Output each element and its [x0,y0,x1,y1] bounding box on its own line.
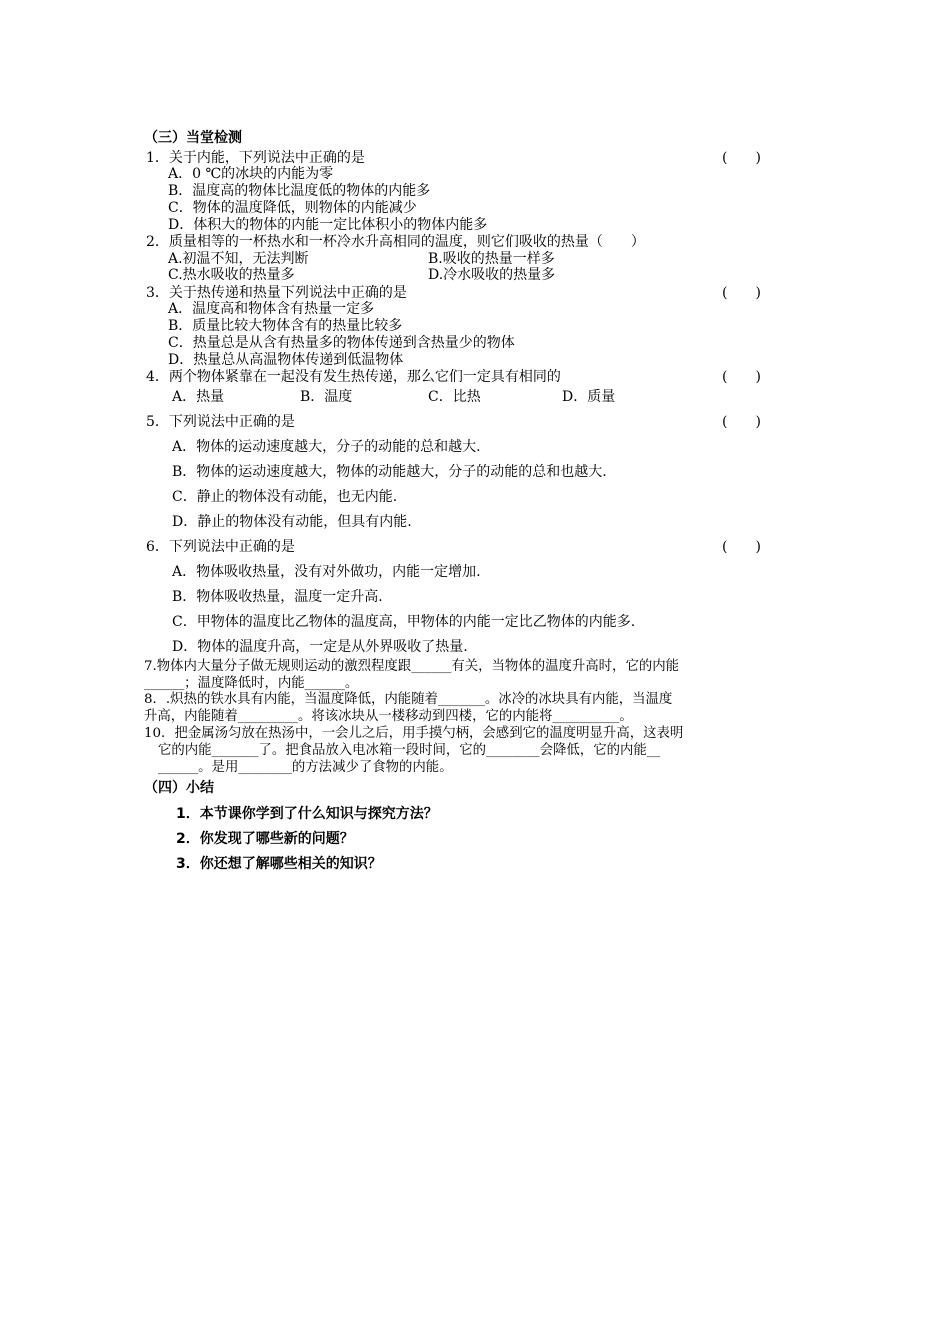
q2-option-c: C.热水吸收的热量多 [168,267,295,283]
q4-option-b: B．温度 [300,389,353,405]
q3-answer-bracket: ( ) [722,285,761,301]
q2-option-b: B.吸收的热量一样多 [428,251,555,267]
q3-stem: 3．关于热传递和热量下列说法中正确的是 [146,285,407,301]
q4-stem: 4．两个物体紧靠在一起没有发生热传递，那么它们一定具有相同的 [146,369,561,385]
q4-option-d: D．质量 [562,389,616,405]
q2-option-d: D.冷水吸收的热量多 [428,267,556,283]
summary-item-3: 3．你还想了解哪些相关的知识？ [176,856,382,872]
q7-line-1: 7.物体内大量分子做无规则运动的激烈程度跟______有关，当物体的温度升高时，它的内能 [144,659,680,674]
q3-option-b: B．质量比较大物体含有的热量比较多 [168,318,403,334]
q1-option-c: C．物体的温度降低，则物体的内能减少 [168,200,417,216]
q1-option-b: B．温度高的物体比温度低的物体的内能多 [168,183,431,199]
q8-line-2: 升高，内能随着_________。将该冰块从一楼移动到四楼，它的内能将__________。 [144,709,633,724]
q1-answer-bracket: ( ) [722,150,761,166]
q3-option-d: D．热量总从高温物体传递到低温物体 [168,352,404,368]
q6-stem: 6．下列说法中正确的是 [146,539,295,555]
q5-option-c: C．静止的物体没有动能，也无内能. [172,489,398,505]
q5-option-b: B．物体的运动速度越大，物体的动能越大，分子的动能的总和也越大. [172,464,607,480]
q2-option-a: A.初温不知，无法判断 [168,251,309,267]
q10-line-3: ______。是用________的方法减少了食物的内能。 [158,760,453,775]
q8-line-1: 8．.炽热的铁水具有内能，当温度降低，内能随着_______。冰冷的冰块具有内能，当温度 [144,692,673,707]
section-4-title: （四）小结 [144,780,214,796]
q10-line-2: 它的内能_______了。把食品放入电冰箱一段时间，它的________会降低，它的内能__ [158,743,661,758]
q5-answer-bracket: ( ) [722,414,761,430]
q1-stem: 1．关于内能，下列说法中正确的是 [146,150,365,166]
q4-answer-bracket: ( ) [722,369,761,385]
q6-option-b: B．物体吸收热量，温度一定升高. [172,589,383,605]
section-3-title: （三）当堂检测 [144,130,242,146]
q6-option-d: D．物体的温度升高，一定是从外界吸收了热量. [172,639,468,655]
q5-stem: 5．下列说法中正确的是 [146,414,295,430]
q5-option-d: D．静止的物体没有动能，但具有内能. [172,514,412,530]
q1-option-a: A．0 ℃的冰块的内能为零 [168,166,334,182]
q6-option-c: C．甲物体的温度比乙物体的温度高，甲物体的内能一定比乙物体的内能多. [172,614,636,630]
q3-option-a: A．温度高和物体含有热量一定多 [168,301,375,317]
q6-option-a: A．物体吸收热量，没有对外做功，内能一定增加. [172,564,481,580]
q6-answer-bracket: ( ) [722,539,761,555]
q5-option-a: A．物体的运动速度越大，分子的动能的总和越大. [172,439,481,455]
q7-line-2: ______；温度降低时，内能______。 [144,676,359,691]
summary-item-1: 1．本节课你学到了什么知识与探究方法？ [176,806,438,822]
q10-line-1: 10．把金属汤匀放在热汤中，一会儿之后，用手摸勺柄，会感到它的温度明显升高，这表明 [144,726,684,741]
q3-option-c: C．热量总是从含有热量多的物体传递到含热量少的物体 [168,335,515,351]
q2-stem: 2．质量相等的一杯热水和一杯冷水升高相同的温度，则它们吸收的热量（ ） [146,234,645,250]
q4-option-c: C．比热 [428,389,481,405]
q1-option-d: D．体积大的物体的内能一定比体积小的物体内能多 [168,217,488,233]
q4-option-a: A．热量 [172,389,225,405]
summary-item-2: 2．你发现了哪些新的问题？ [176,831,354,847]
